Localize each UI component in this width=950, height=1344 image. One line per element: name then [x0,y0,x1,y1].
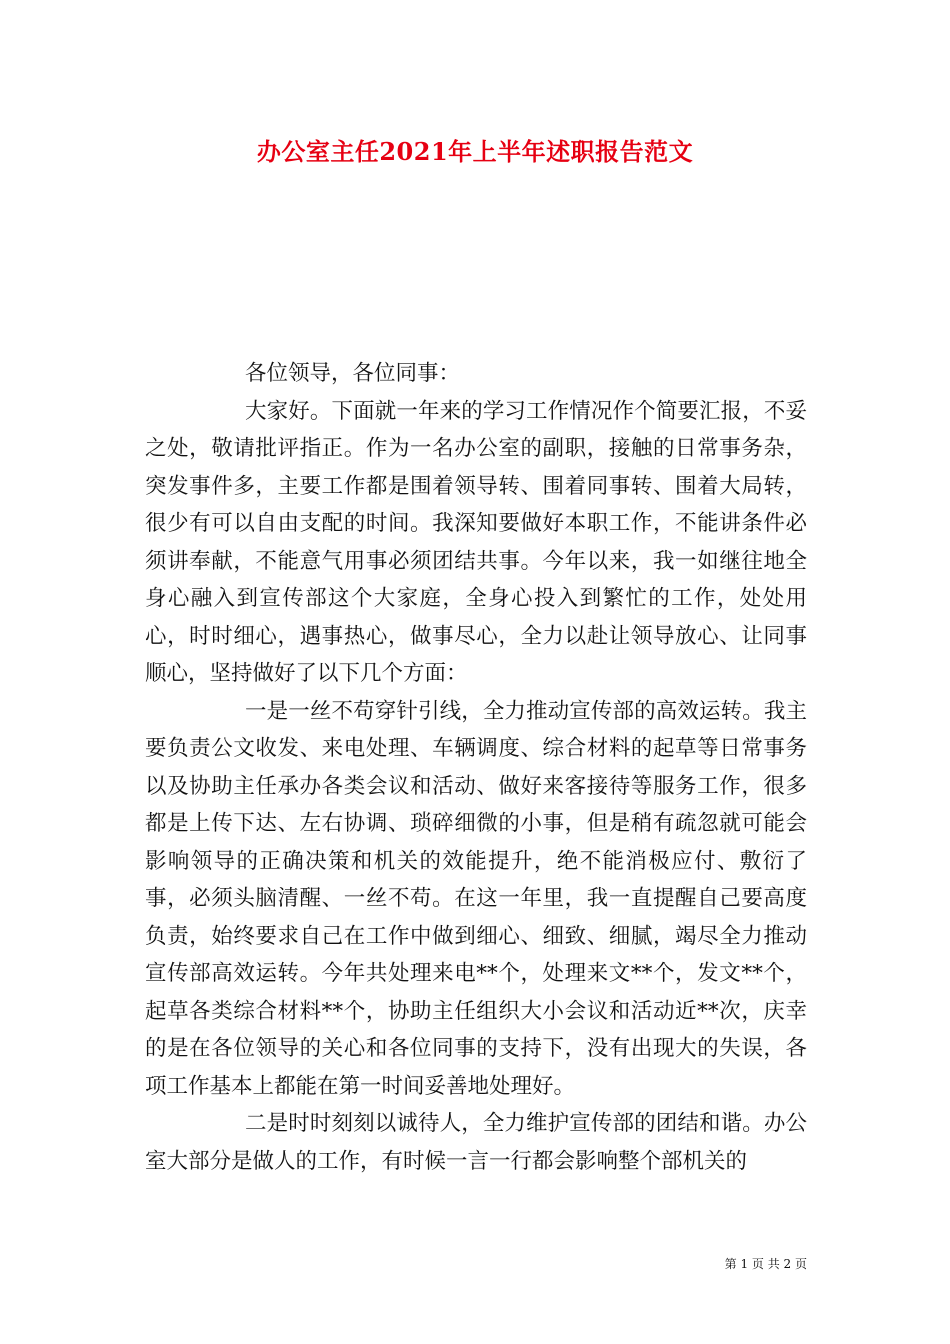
paragraph-point-two: 二是时时刻刻以诚待人，全力维护宣传部的团结和谐。办公室大部分是做人的工作，有时候一言一行都会影响整个部机关的 [145,1111,807,1174]
document-body [145,355,807,1180]
document-title: 办公室主任2021年上半年述职报告范文 [256,137,694,166]
paragraph-intro: 大家好。下面就一年来的学习工作情况作个简要汇报，不妥之处，敬请批评指正。作为一名办公室的副职，接触的日常事务杂，突发事件多，主要工作都是围着领导转、围着同事转、围着大局转，很少有可以自由支配的时间。我深知要做好本职工作，不能讲条件必须讲奉献，不能意气用事必须团结共事。今年以来，我一如继往地全身心融入到宣传部这个大家庭，全身心投入到繁忙的工作，处处用心，时时细心，遇事热心，做事尽心，全力以赴让领导放心、让同事顺心，坚持做好了以下几个方面： [145,398,807,686]
page-number: 第 1 页 共 2 页 [724,1257,807,1271]
paragraph-point-one: 一是一丝不苟穿针引线，全力推动宣传部的高效运转。我主要负责公文收发、来电处理、车辆调度、综合材料的起草等日常事务以及协助主任承办各类会议和活动、做好来客接待等服务工作，很多都是上传下达、左右协调、琐碎细微的小事，但是稍有疏忽就可能会影响领导的正确决策和机关的效能提升，绝不能消极应付、敷衍了事，必须头脑清醒、一丝不苟。在这一年里，我一直提醒自己要高度负责，始终要求自己在工作中做到细心、细致、细腻，竭尽全力推动宣传部高效运转。今年共处理来电**个，处理来文**个，发文**个，起草各类综合材料**个，协助主任组织大小会议和活动近**次，庆幸的是在各位领导的关心和各位同事的支持下，没有出现大的失误，各项工作基本上都能在第一时间妥善地处理好。 [145,698,807,1099]
salutation: 各位领导，各位同事： [245,361,461,386]
